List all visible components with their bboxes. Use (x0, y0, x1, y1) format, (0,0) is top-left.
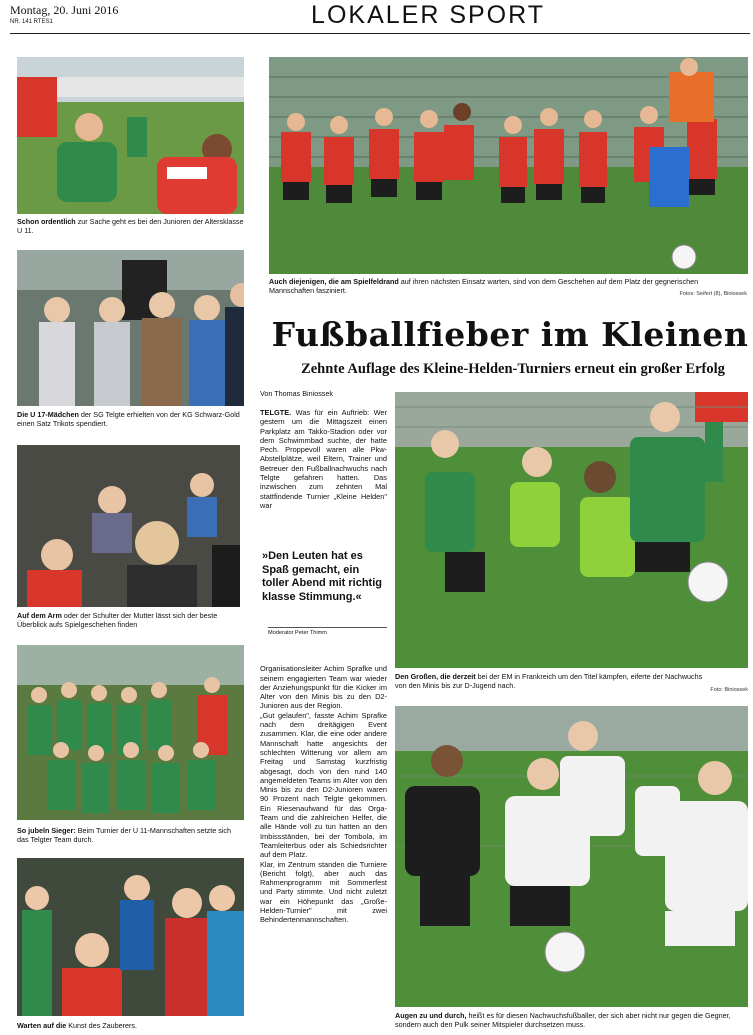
caption-arm: Auf dem Arm oder der Schulter der Mutter lässt sich der beste Überblick aufs Spielgeschehen finden (17, 611, 218, 630)
winners-photo (17, 645, 244, 820)
photo-credit-middle: Foto: Biniossek (710, 687, 748, 693)
article-subheadline: Zehnte Auflage des Kleine-Helden-Turniers erneut ein großer Erfolg (301, 361, 725, 377)
issue-date: Montag, 20. Juni 2016 (10, 3, 119, 17)
caption-magician: Warten auf die Kunst des Zauberers. (17, 1021, 137, 1030)
pull-quote-source: Moderator Peter Thimm (268, 627, 387, 636)
caption-winners: So jubeln Sieger: Beim Turnier der U 11-Mannschaften setzte sich das Telgter Team durch. (17, 826, 231, 845)
photo-credit-top: Fotos: Seifert (8), Biniossek (679, 291, 747, 297)
article-body-main: Organisationsleiter Achim Sprafke und seinem engagierten Team war wieder der Anziehungspunkt für die Kicker im Alter von den Minis bis zu den D2-Junioren aus der Region. „Gut gelaufen", fasste Achim Sprafke nach dem dreitägigen Event zusammen. Klar, die eine oder andere Mannschaft hatte angesichts der schlechten Witterung vor allem am Freitag und Samstag kurzfristig abgesagt, doch von den rund 140 angemeldeten Teams im Alter von den Minis bis zu den D2-Junioren waren 90 Prozent nach Telgte gekommen. Ein Riesenaufwand für das Orga-Team und die zahlreichen Helfer, die alle Hände voll zu tun hatten an den Imbissständen, bei der Tombola, im Teamleiterbus oder als Schiedsrichter auf dem Platz. Klar, im Zentrum standen die Turniere (Bericht folgt), aber auch das Rahmenprogramm mit Sommerfest und Party stimmte. Und nicht zuletzt war ein Höhepunkt das „Große-Helden-Turnier" mit zwei Behindertenmannschaften. (260, 664, 387, 925)
article-body-lead: TELGTE. Was für ein Auftrieb: Wer gestern um die Mittagszeit einen Parkplatz am Takko-Stadion oder vor dem Schwimmbad suchte, der hatte Pech. Proppevoll waren alle Pkw-Abstellplätze, weil Eltern, Trainer und Betreuer den Fußballnachwuchs nach Telgte gefahren hatten. Das inzwischen zum zehnten Mal stattfindende Turnier „Kleine Helden" war (260, 408, 387, 510)
spectators-photo (17, 445, 240, 607)
d-youth-photo (395, 392, 748, 668)
dateline: TELGTE. (260, 408, 292, 417)
caption-u17: Die U 17-Mädchen der SG Telgte erhielten von der KG Schwarz-Gold einen Satz Trikots spendiert. (17, 410, 240, 429)
sideline-photo (269, 57, 748, 274)
section-title: LOKALER SPORT (311, 1, 545, 29)
edition-number: NR. 141 RTES1 (10, 19, 53, 25)
magician-audience-photo (17, 858, 244, 1016)
u11-match-photo (17, 57, 244, 214)
caption-u11: Schon ordentlich zur Sache geht es bei den Junioren der Altersklasse U 11. (17, 217, 244, 236)
article-headline: Fußballfieber im Kleinen (271, 315, 749, 354)
u17-girls-photo (17, 250, 244, 406)
article-byline: Von Thomas Biniossek (260, 389, 333, 398)
masthead (10, 0, 750, 34)
caption-sideline: Auch diejenigen, die am Spielfeldrand auf ihren nächsten Einsatz warten, sind von dem Geschehen auf dem Platz der gegnerischen Mannschaften fasziniert. (269, 277, 699, 296)
minis-photo (395, 706, 748, 1007)
caption-minis: Augen zu und durch, heißt es für diesen Nachwuchsfußballer, der sich aber nicht nur gegen die Gegner, sondern auch den Pulk seiner Mitspieler durchsetzen muss. (395, 1011, 731, 1030)
pull-quote: »Den Leuten hat es Spaß gemacht, ein toller Abend mit richtig klasse Stimmung.« (262, 550, 382, 603)
caption-d-youth: Den Großen, die derzeit bei der EM in Frankreich um den Titel kämpfen, eiferte der Nachwuchs von den Minis bis zur D-Jugend nach. (395, 672, 703, 691)
